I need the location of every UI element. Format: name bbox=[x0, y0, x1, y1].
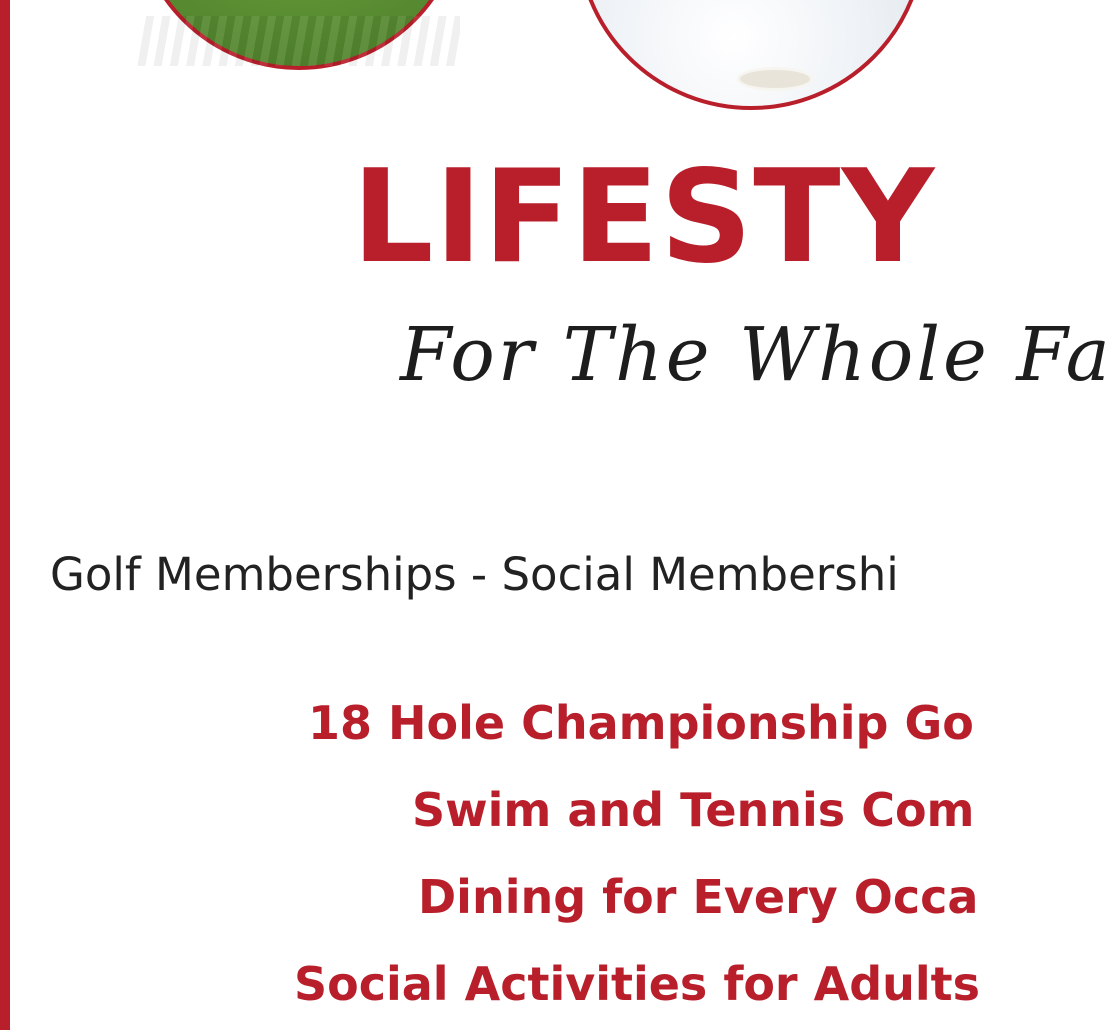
membership-types: Golf Memberships - Social Membershi bbox=[50, 548, 899, 601]
golf-course-photo bbox=[134, 0, 464, 70]
dining-table-photo bbox=[576, 0, 926, 110]
feature-dining: Dining for Every Occa bbox=[418, 870, 979, 924]
feature-swim-tennis: Swim and Tennis Com bbox=[412, 783, 975, 837]
left-accent-border bbox=[0, 0, 10, 1030]
tagline-script: For The Whole Fa bbox=[400, 312, 1113, 398]
lifestyle-title: LIFESTY bbox=[352, 143, 936, 292]
feature-golf: 18 Hole Championship Go bbox=[308, 696, 974, 750]
feature-social: Social Activities for Adults bbox=[294, 957, 981, 1011]
